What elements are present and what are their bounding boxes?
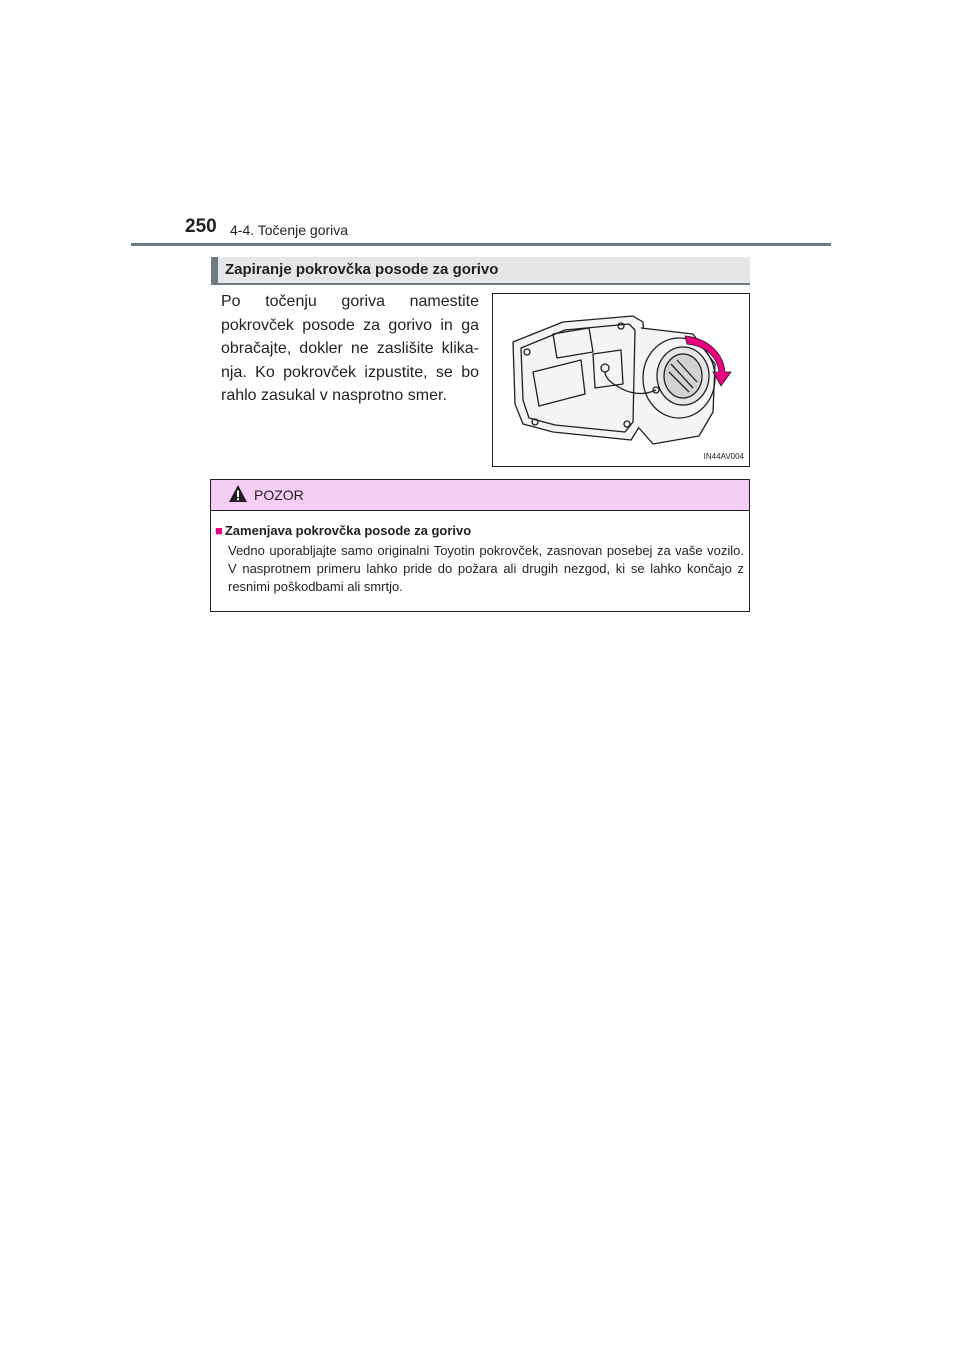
figure-code: IN44AV004	[703, 452, 744, 461]
section-marker	[211, 257, 218, 283]
header-divider	[131, 243, 831, 246]
caution-box	[210, 479, 750, 612]
section-heading	[211, 257, 750, 285]
caution-label: POZOR	[254, 487, 304, 503]
chapter-title: 4-4. Točenje goriva	[230, 222, 349, 238]
fuel-cap-illustration	[492, 293, 750, 467]
page-number: 250	[185, 216, 217, 237]
warning-triangle-icon	[228, 484, 248, 504]
section-title: Zapiranje pokrovčka posode za gorivo	[225, 261, 499, 278]
caution-item-title	[215, 523, 471, 538]
caution-item-text: Vedno uporabljajte samo originalni Toyotin pokrovček, zasnovan posebej za vaše vozilo. V nasprotnem primeru lahko pride do požara ali drugih nezgod, ki se lahko končajo z resnimi poškodbami ali smrtjo.	[228, 543, 744, 594]
caution-header	[211, 480, 749, 511]
square-bullet-icon: ■	[215, 523, 223, 538]
fuel-door-drawing	[493, 294, 749, 466]
instruction-paragraph: Po točenju goriva namestite pokrovček posode za gorivo in ga obračajte, dokler ne zaslišite klika-nja. Ko pokrovček izpustite, se bo rahlo zasukal v nasprotno smer.	[221, 293, 479, 404]
caution-item-title-text: Zamenjava pokrovčka posode za gorivo	[224, 523, 472, 538]
